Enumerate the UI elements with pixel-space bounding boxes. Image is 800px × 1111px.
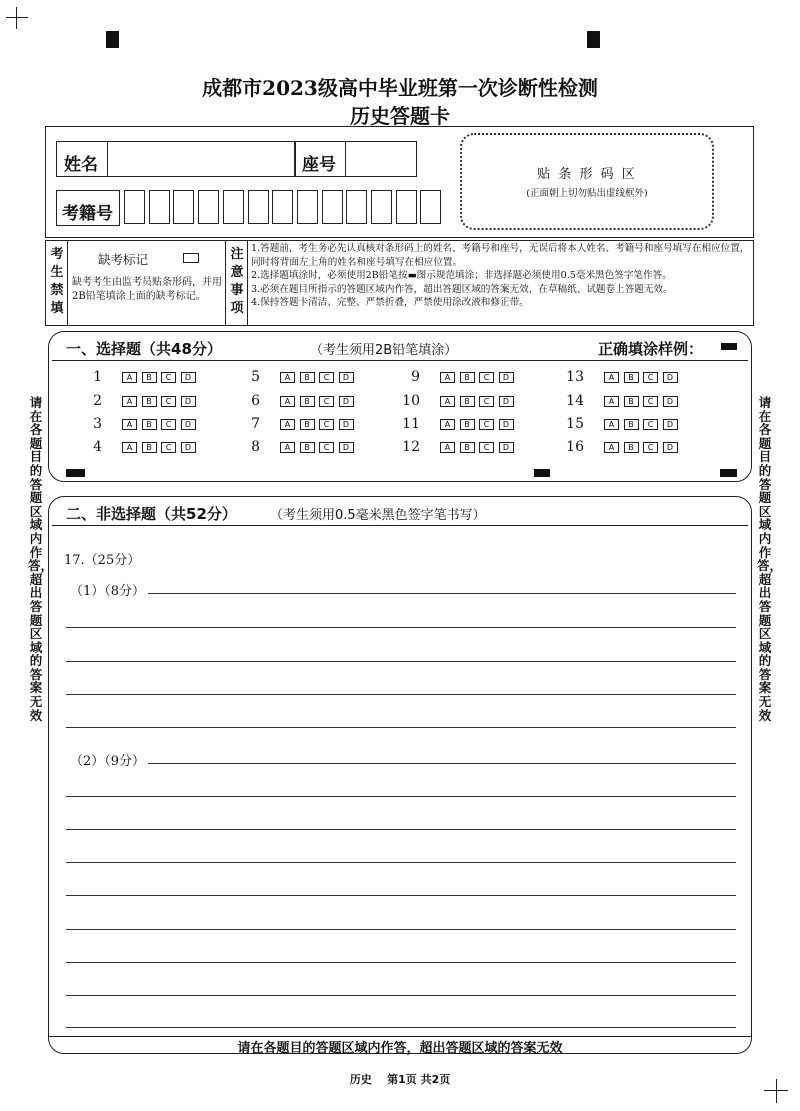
option-bubble[interactable]: B: [300, 442, 315, 453]
left-side-warning: 请在各题目的答题区域内作答，超出答题区域的答案无效: [28, 395, 54, 723]
option-bubble[interactable]: A: [122, 419, 137, 430]
notes-label: [225, 246, 249, 318]
option-bubble[interactable]: C: [643, 442, 658, 453]
absent-mark-label: 缺考标记: [98, 252, 149, 267]
option-bubble[interactable]: C: [319, 419, 334, 430]
option-bubble[interactable]: A: [604, 442, 619, 453]
exam-no-label: 考籍号: [62, 204, 113, 224]
option-bubble[interactable]: B: [624, 396, 639, 407]
exam-no-digit-box[interactable]: [297, 190, 318, 224]
vertical-label-char: 填: [50, 301, 64, 316]
question-number: 3: [93, 416, 102, 432]
timing-mark: [106, 31, 119, 48]
option-bubble[interactable]: D: [339, 396, 354, 407]
option-bubble[interactable]: C: [161, 419, 176, 430]
candidate-label: [45, 246, 69, 318]
option-bubble[interactable]: A: [440, 442, 455, 453]
absent-mark-box[interactable]: [183, 253, 199, 263]
question-number: 4: [93, 439, 102, 455]
question-17-label: 17.（25分）: [64, 553, 141, 568]
option-bubble[interactable]: D: [339, 372, 354, 383]
option-bubble[interactable]: B: [624, 372, 639, 383]
option-bubble[interactable]: D: [339, 442, 354, 453]
option-bubble[interactable]: B: [624, 442, 639, 453]
answer-line[interactable]: [66, 995, 736, 996]
option-bubble[interactable]: C: [161, 396, 176, 407]
exam-no-digit-box[interactable]: [149, 190, 170, 224]
option-bubble[interactable]: A: [604, 372, 619, 383]
timing-mark: [587, 31, 600, 48]
option-bubble[interactable]: D: [663, 396, 678, 407]
note-item: 2.选择题填涂时，必须使用2B铅笔按▬图示规范填涂；非选择题必须使用0.5毫米黑色签字笔作答。: [251, 270, 672, 281]
question-17-2-label: （2）（9分）: [70, 754, 146, 769]
fill-example-label: 正确填涂样例：: [598, 340, 704, 358]
question-number: 5: [251, 369, 260, 385]
seat-label: 座号: [302, 155, 336, 175]
registration-mark: [6, 17, 28, 18]
option-bubble[interactable]: B: [300, 419, 315, 430]
option-bubble[interactable]: D: [339, 419, 354, 430]
footer-page: 第1页: [387, 1073, 417, 1086]
option-bubble[interactable]: A: [604, 396, 619, 407]
answer-line[interactable]: [66, 627, 736, 628]
timing-mark: [720, 469, 737, 477]
page-subtitle: 历史答题卡: [350, 104, 450, 128]
option-bubble[interactable]: C: [319, 442, 334, 453]
option-bubble[interactable]: D: [181, 442, 196, 453]
option-bubble[interactable]: B: [142, 419, 157, 430]
question-number: 7: [251, 416, 260, 432]
question-number: 2: [93, 393, 102, 409]
option-bubble[interactable]: C: [319, 372, 334, 383]
question-number: 10: [402, 393, 420, 409]
option-bubble[interactable]: B: [142, 442, 157, 453]
timing-mark: [534, 469, 550, 477]
option-bubble[interactable]: B: [142, 396, 157, 407]
answer-line[interactable]: [66, 661, 736, 662]
page-title: 成都市2023级高中毕业班第一次诊断性检测: [202, 76, 598, 100]
answer-instruction: （考生须用0.5毫米黑色签字笔书写）: [270, 508, 486, 523]
exam-no-digit-box[interactable]: [173, 190, 194, 224]
page-footer: [0, 1071, 800, 1087]
vertical-label-char: 禁: [50, 283, 64, 298]
answer-line[interactable]: [148, 593, 736, 594]
barcode-title: 贴 条 形 码 区: [537, 167, 637, 182]
question-number: 12: [402, 439, 420, 455]
timing-mark: [66, 469, 85, 477]
note-item: 1.答题前，考生务必先认真核对条形码上的姓名、考籍号和座号，无误后将本人姓名、考籍号和座号填写在相应位置，同时将背面左上角的姓名和座号填写在相应位置。: [251, 243, 750, 268]
option-bubble[interactable]: C: [319, 396, 334, 407]
answer-divider: [52, 525, 748, 526]
answer-title: 二、非选择题（共52分）: [66, 505, 237, 523]
answer-line[interactable]: [66, 694, 736, 695]
option-bubble[interactable]: A: [280, 419, 295, 430]
question-number: 6: [251, 393, 260, 409]
exam-no-digit-box[interactable]: [272, 190, 293, 224]
registration-mark: [16, 7, 17, 29]
bottom-warning: 请在各题目的答题区域内作答，超出答题区域的答案无效: [237, 1041, 563, 1056]
option-bubble[interactable]: C: [479, 419, 494, 430]
option-bubble[interactable]: C: [643, 396, 658, 407]
option-bubble[interactable]: C: [643, 372, 658, 383]
exam-no-digit-box[interactable]: [371, 190, 392, 224]
choice-title: 一、选择题（共48分）: [66, 340, 222, 358]
option-bubble[interactable]: A: [280, 442, 295, 453]
exam-no-digit-box[interactable]: [198, 190, 219, 224]
vertical-label-char: 项: [230, 301, 244, 316]
answer-section: [48, 496, 752, 1054]
vertical-label-char: 生: [50, 265, 64, 280]
barcode-note: (正面朝上切勿贴出虚线框外): [526, 188, 648, 199]
answer-line[interactable]: [148, 763, 736, 764]
exam-no-digit-box[interactable]: [396, 190, 417, 224]
option-bubble[interactable]: C: [643, 419, 658, 430]
option-bubble[interactable]: C: [161, 442, 176, 453]
question-number: 15: [566, 416, 584, 432]
option-bubble[interactable]: B: [460, 442, 475, 453]
question-number: 16: [566, 439, 584, 455]
answer-line[interactable]: [66, 1027, 736, 1028]
option-bubble[interactable]: A: [122, 396, 137, 407]
vertical-label-char: 意: [230, 265, 244, 280]
absent-note: 缺考考生由监考员贴条形码，并用2B铅笔填涂上面的缺考标记。: [72, 277, 222, 302]
option-bubble[interactable]: D: [181, 396, 196, 407]
exam-no-digit-box[interactable]: [346, 190, 367, 224]
option-bubble[interactable]: B: [624, 419, 639, 430]
question-number: 11: [402, 416, 420, 432]
option-bubble[interactable]: A: [604, 419, 619, 430]
question-number: 14: [566, 393, 584, 409]
footer-subject: 历史: [349, 1073, 372, 1086]
vertical-label-char: 考: [50, 247, 64, 262]
option-bubble[interactable]: C: [479, 372, 494, 383]
answer-line[interactable]: [66, 862, 736, 863]
answer-line[interactable]: [66, 796, 736, 797]
option-bubble[interactable]: B: [460, 372, 475, 383]
right-side-warning: 请在各题目的答题区域内作答，超出答题区域的答案无效: [757, 395, 783, 723]
option-bubble[interactable]: B: [142, 372, 157, 383]
option-bubble[interactable]: D: [663, 419, 678, 430]
question-number: 9: [411, 369, 420, 385]
option-bubble[interactable]: A: [280, 372, 295, 383]
choice-divider: [52, 360, 748, 361]
option-bubble[interactable]: D: [181, 419, 196, 430]
exam-no-digit-box[interactable]: [248, 190, 269, 224]
vertical-label-char: 事: [230, 283, 244, 298]
choice-instruction: （考生须用2B铅笔填涂）: [310, 343, 458, 358]
fill-example-mark: [721, 343, 737, 350]
exam-no-digit-box[interactable]: [223, 190, 244, 224]
question-17-1-label: （1）（8分）: [70, 584, 146, 599]
answer-line[interactable]: [66, 929, 736, 930]
option-bubble[interactable]: D: [499, 442, 514, 453]
option-bubble[interactable]: D: [499, 372, 514, 383]
answer-line[interactable]: [66, 962, 736, 963]
option-bubble[interactable]: A: [440, 372, 455, 383]
exam-no-digit-box[interactable]: [124, 190, 145, 224]
option-bubble[interactable]: C: [479, 442, 494, 453]
option-bubble[interactable]: B: [300, 372, 315, 383]
option-bubble[interactable]: A: [122, 442, 137, 453]
option-bubble[interactable]: C: [479, 396, 494, 407]
name-label: 姓名: [64, 155, 98, 175]
option-bubble[interactable]: A: [122, 372, 137, 383]
option-bubble[interactable]: B: [300, 396, 315, 407]
option-bubble[interactable]: B: [460, 396, 475, 407]
question-number: 1: [93, 369, 102, 385]
exam-no-digit-box[interactable]: [322, 190, 343, 224]
vertical-label-char: 注: [230, 247, 244, 262]
answer-line[interactable]: [66, 829, 736, 830]
option-bubble[interactable]: D: [499, 419, 514, 430]
question-number: 8: [251, 439, 260, 455]
option-bubble[interactable]: A: [440, 396, 455, 407]
answer-line[interactable]: [66, 727, 736, 728]
exam-no-digit-box[interactable]: [420, 190, 441, 224]
option-bubble[interactable]: D: [663, 442, 678, 453]
option-bubble[interactable]: A: [440, 419, 455, 430]
option-bubble[interactable]: A: [280, 396, 295, 407]
option-bubble[interactable]: D: [181, 372, 196, 383]
option-bubble[interactable]: C: [161, 372, 176, 383]
notes-list: [251, 242, 751, 310]
note-item: 3.必须在题目所指示的答题区域内作答，超出答题区域的答案无效，在草稿纸、试题卷上答题无效。: [251, 283, 673, 295]
question-number: 13: [566, 369, 584, 385]
option-bubble[interactable]: D: [499, 396, 514, 407]
footer-total: 共2页: [420, 1073, 451, 1086]
option-bubble[interactable]: D: [663, 372, 678, 383]
answer-line[interactable]: [66, 895, 736, 896]
note-item: 4.保持答题卡清洁、完整、严禁折叠，严禁使用涂改液和修正带。: [251, 297, 529, 308]
option-bubble[interactable]: B: [460, 419, 475, 430]
